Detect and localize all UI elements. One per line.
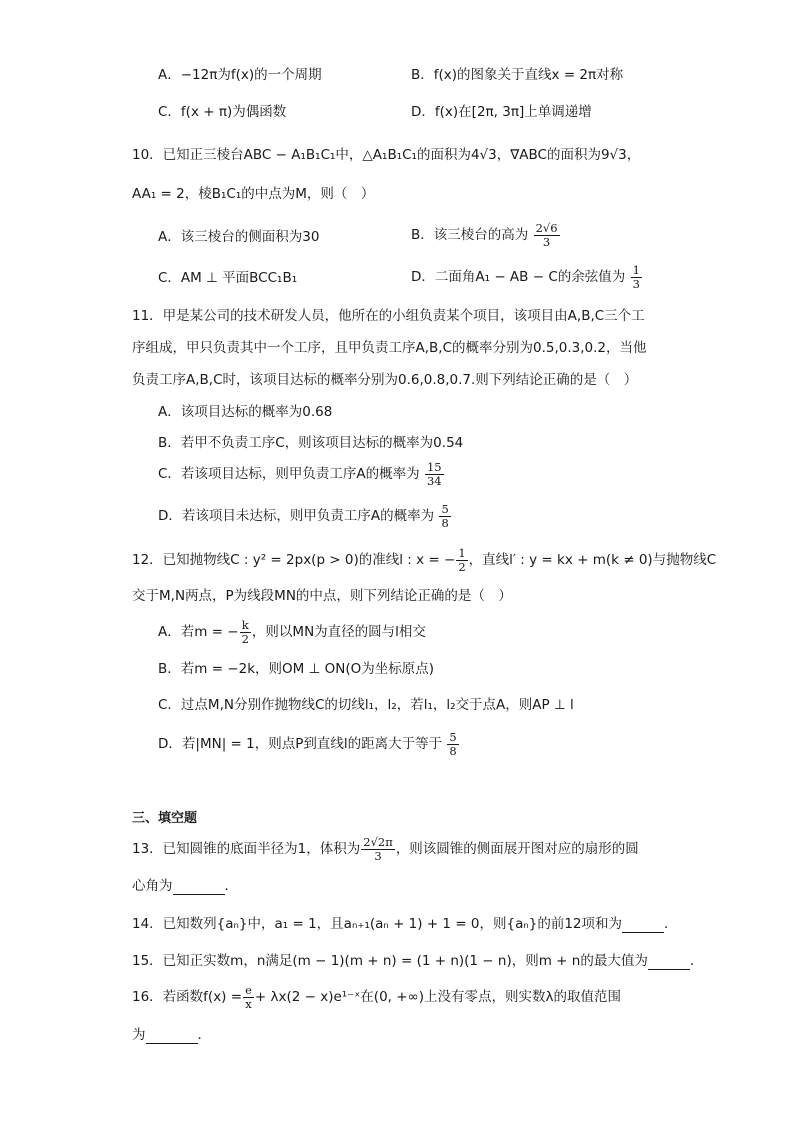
period: ．: [664, 916, 678, 932]
q10-option-d-fraction: [631, 264, 642, 290]
q14-text: 14．已知数列{aₙ}中，a₁ = 1，且aₙ₊₁(aₙ + 1) + 1 = 0，则{aₙ}的前12项和为: [132, 916, 623, 932]
period: ．: [224, 878, 238, 894]
fraction-numerator: 1: [458, 546, 466, 560]
q11-option-d-fraction: [439, 503, 450, 529]
q11-option-c-fraction: [425, 461, 444, 487]
q13-fraction: [361, 836, 395, 862]
fraction-denominator: 3: [632, 276, 640, 291]
answer-blank[interactable]: [146, 1029, 198, 1044]
q12-option-a-text: A．若m = −: [158, 624, 239, 641]
q15-line: [132, 955, 703, 970]
fraction-denominator: 2: [241, 631, 249, 646]
q12-option-a-fraction: [240, 619, 251, 645]
q12-option-b: B．若m = −2k，则OM ⊥ ON(O为坐标原点): [158, 661, 435, 677]
answer-blank[interactable]: [622, 918, 664, 933]
q16-text-a: 16．若函数f(x) =: [132, 989, 243, 1006]
q11-option-b: B．若甲不负责工序C，则该项目达标的概率为0.54: [158, 435, 464, 451]
q12-option-d-fraction: [447, 731, 458, 757]
q11-option-c: [158, 461, 445, 487]
q13-line2-text: 心角为: [132, 878, 173, 894]
q12-stem-line2: 交于M,N两点，P为线段MN的中点，则下列结论正确的是（ ）: [132, 588, 512, 604]
period: ．: [689, 953, 704, 969]
q12-option-d-text: D．若|MN| = 1，则点P到直线l的距离大于等于: [158, 736, 443, 753]
q16-line2: [132, 1029, 211, 1044]
q11-option-d: [158, 503, 452, 529]
fraction-denominator: 3: [542, 234, 551, 249]
q13-line2: [132, 880, 238, 895]
q10-option-a: A．该三棱台的侧面积为30: [158, 229, 320, 245]
q16-text-b: + λx(2 − x)e¹⁻ˣ在(0, +∞)上没有零点，则实数λ的取值范围: [254, 989, 622, 1006]
q10-option-b: [411, 222, 561, 248]
q11-stem-line2: 序组成，甲只负责其中一个工序，且甲负责工序A,B,C的概率分别为0.5,0.3,0.2，当他: [132, 340, 647, 356]
q12-stem-text-a: 12．已知抛物线C : y² = 2px(p > 0)的准线l : x = −: [132, 552, 456, 569]
q11-option-a: A．该项目达标的概率为0.68: [158, 404, 333, 420]
fraction-denominator: 8: [441, 515, 449, 530]
q11-stem-line1: 11．甲是某公司的技术研发人员，他所在的小组负责某个项目，该项目由A,B,C三个工: [132, 308, 645, 324]
q15-text: 15．已知正实数m，n满足(m − 1)(m + n) = (1 + n)(1 − n)，则m + n的最大值为: [132, 953, 648, 969]
q13-line1: [132, 836, 639, 862]
q12-option-a: [158, 619, 426, 645]
q10-stem-line2: AA₁ = 2，棱B₁C₁的中点为M，则（ ）: [132, 186, 375, 202]
fraction-numerator: 5: [449, 730, 457, 744]
q12-stem-text-b: ，直线l′ : y = kx + m(k ≠ 0)与抛物线C: [468, 552, 717, 569]
fraction-numerator: k: [240, 619, 251, 633]
fraction-denominator: 2: [458, 559, 466, 574]
q10-stem-line1: 10．已知正三棱台ABC − A₁B₁C₁中，△A₁B₁C₁的面积为4√3，∇ABC的面积为9√3，: [132, 147, 641, 163]
q14-line: [132, 918, 678, 933]
fraction-numerator: 1: [632, 263, 640, 277]
section-heading: 三、填空题: [132, 811, 198, 826]
answer-blank[interactable]: [173, 880, 225, 895]
answer-blank[interactable]: [648, 955, 690, 970]
q11-stem-line3: 负责工序A,B,C时，该项目达标的概率分别为0.6,0.8,0.7.则下列结论正确的是（ ）: [132, 372, 638, 388]
q12-stem-fraction: [456, 547, 467, 573]
fraction-numerator: 5: [441, 502, 449, 516]
q13-text-a: 13．已知圆锥的底面半径为1，体积为: [132, 841, 361, 858]
q11-option-d-text: D．若该项目未达标，则甲负责工序A的概率为: [158, 508, 435, 525]
q9-option-b: B．f(x)的图象关于直线x = 2π对称: [411, 67, 624, 83]
q12-option-c: C．过点M,N分别作抛物线C的切线l₁，l₂，若l₁，l₂交于点A，则AP ⊥ l: [158, 697, 574, 713]
q10-option-d-text: D．二面角A₁ − AB − C的余弦值为: [411, 269, 626, 286]
q10-option-d: [411, 264, 643, 290]
q12-option-d: [158, 731, 460, 757]
q10-option-b-fraction: [534, 222, 560, 248]
q12-stem-line1: [132, 547, 716, 573]
q16-line1: [132, 984, 621, 1010]
q16-fraction: [243, 984, 254, 1010]
fraction-numerator: 2√6: [535, 221, 558, 235]
q16-line2-text: 为: [132, 1027, 146, 1043]
q9-option-a: A．−12π为f(x)的一个周期: [158, 67, 322, 83]
fraction-denominator: x: [245, 996, 252, 1011]
q11-option-c-text: C．若该项目达标，则甲负责工序A的概率为: [158, 466, 420, 483]
fraction-denominator: 3: [374, 848, 382, 863]
q9-option-c: C．f(x + π)为偶函数: [158, 104, 287, 120]
fraction-numerator: e: [245, 983, 252, 997]
q12-option-a-tail: ，则以MN为直径的圆与l相交: [251, 624, 426, 641]
fraction-denominator: 34: [426, 473, 442, 488]
fraction-numerator: 15: [426, 460, 442, 474]
fraction-numerator: 2√2π: [363, 835, 393, 849]
q10-option-c: C．AM ⊥ 平面BCC₁B₁: [158, 270, 298, 286]
q9-option-d: D．f(x)在[2π, 3π]上单调递增: [411, 104, 592, 120]
period: ．: [197, 1027, 211, 1043]
fraction-denominator: 8: [449, 743, 457, 758]
q10-option-b-text: B．该三棱台的高为: [411, 227, 529, 244]
q13-text-b: ，则该圆锥的侧面展开图对应的扇形的圆: [395, 841, 639, 858]
